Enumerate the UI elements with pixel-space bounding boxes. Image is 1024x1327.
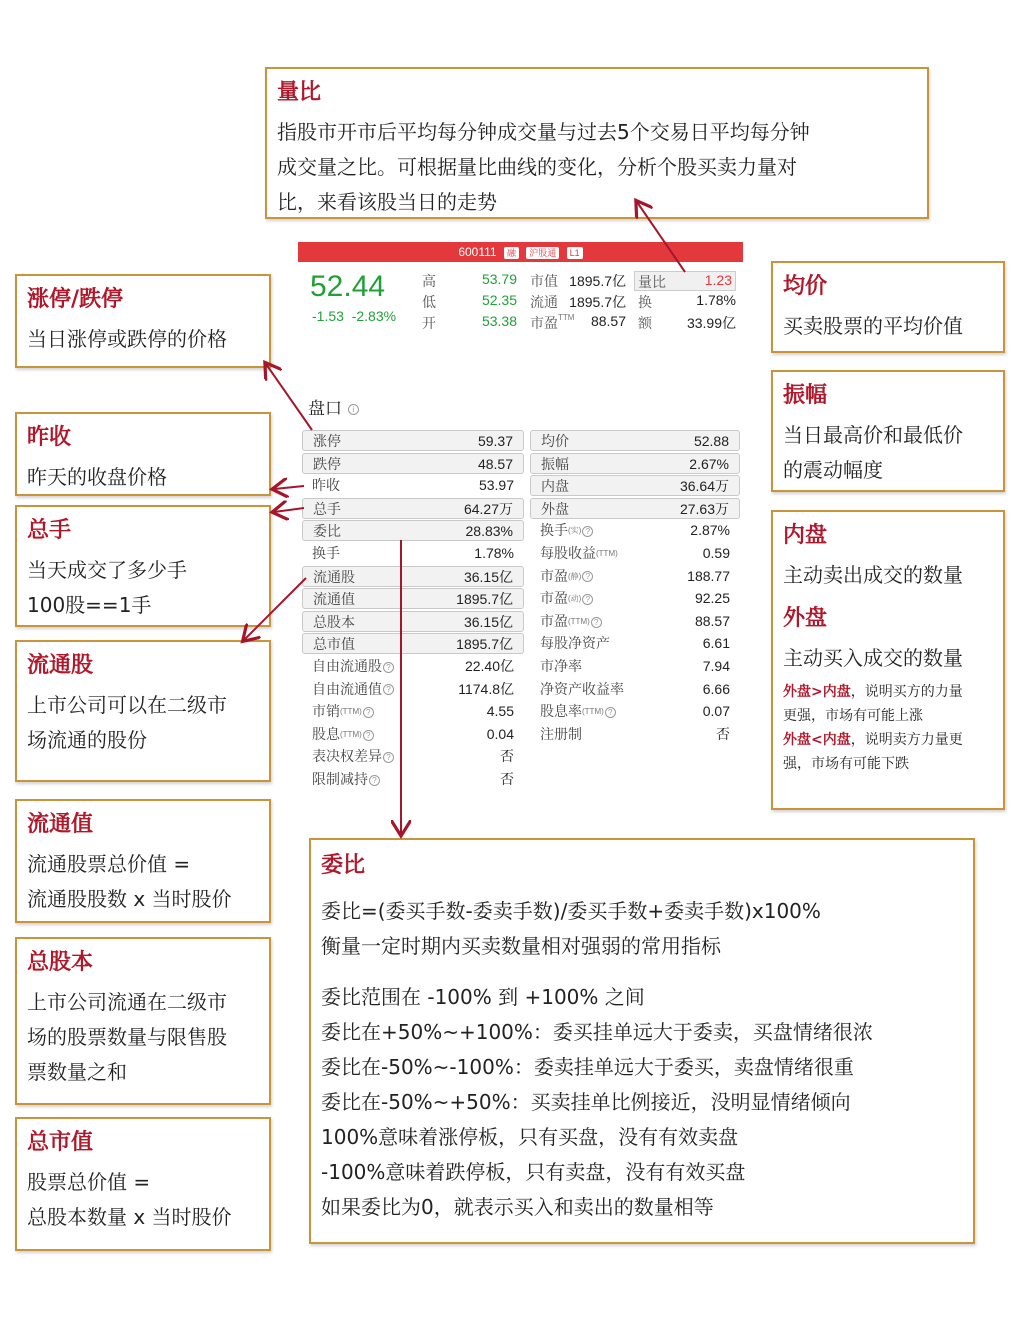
pankou-row [302,566,524,587]
card-title: 总手 [27,518,72,543]
pankou-row [302,769,524,790]
pankou-value: 188.77 [687,567,730,584]
pankou-value: 否 [500,748,514,765]
pankou-row [302,656,524,677]
pankou-row [302,701,524,722]
quote-label: 开 [422,315,436,331]
quote-value: 1895.7亿 [569,294,626,310]
pankou-row [302,679,524,700]
quote-item [530,292,626,312]
pankou-value: 1.78% [474,545,514,561]
pankou-label: 市盈$^{(静)}$ ? [540,566,593,587]
quote-value: 33.99亿 [686,315,736,331]
card-body: 委比范围在 -100% 到 +100% 之间 委比在+50%~+100%：委买挂单远大于委卖，买盘情绪很浓 委比在-50%~-100%：委卖挂单远大于委买，卖盘情绪很重 委比在-50%~+50%：买卖挂单比例接近，没明显情绪倾向 100%意味着涨停板，只有买盘，没有有效卖盘 -100%意味着跌停板，只有卖盘，没有有效买盘 如果委比为0，就表示买入和卖出的数量相等 [321,985,873,1219]
card-liutongzhi [15,799,271,923]
help-icon[interactable]: ? [383,684,394,695]
pankou-value: 否 [500,771,514,787]
card-title: 总股本 [27,950,94,975]
card-body: 上市公司可以在二级市 场流通的股份 [27,693,227,752]
quote-item [422,271,517,291]
quote-label: 额 [638,315,652,331]
pankou-value: 1895.7亿 [456,636,513,653]
help-icon[interactable]: ? [369,775,380,786]
card-liutonggu [15,640,271,782]
card-body: 股票总价值 = 总股本数量 x 当时股价 [27,1170,232,1229]
card-title: 流通股 [27,653,94,678]
card-title: 量比 [277,80,322,105]
card-body: 主动卖出成交的数量 [783,563,963,587]
pankou-value: 4.55 [486,703,514,720]
pankou-label: 每股净资产 [540,635,610,652]
quote-item [530,313,626,333]
last-price: 52.44 [310,270,386,303]
pankou-value: 6.66 [702,680,730,697]
pankou-value: 2.87% [690,522,730,539]
pankou-row [530,543,740,564]
pankou-label: 股息$^{(TTM)}$ ? [312,724,374,745]
quote-label: 流通 [530,294,558,310]
card-liangbi [265,67,929,219]
pankou-row [302,724,524,745]
pankou-row [530,701,740,722]
pankou-label: 内盘 [541,478,569,495]
pankou-row [530,520,740,541]
pankou-label: 外盘 [541,500,569,517]
pankou-value: 0.04 [486,725,514,742]
pankou-value: 53.97 [478,477,514,494]
quote-label: 市值 [530,273,558,289]
pankou-row [302,543,524,564]
help-icon[interactable]: ? [582,594,593,605]
card-zhenfu [771,370,1005,492]
pankou-label: 流通值 [313,591,355,608]
unit-mark: (静) [568,571,582,581]
pankou-label: 市盈$^{(动)}$ ? [540,588,593,609]
quote-value: 1.23 [704,272,732,288]
pankou-value: 36.15亿 [463,613,513,630]
quote-item [530,271,626,291]
pankou-label: 市销$^{(TTM)}$ ? [312,701,374,722]
pankou-label: 股息率$^{(TTM)}$ ? [540,701,616,722]
quote-label: 高 [422,273,436,289]
help-icon[interactable]: ? [383,752,394,763]
pankou-value: 36.64万 [679,478,729,495]
card-zongguben [15,937,271,1105]
stock-header-bar [298,242,743,262]
pankou-row [530,679,740,700]
pankou-label: 涨停 [313,433,341,449]
unit-mark: (TTM) [582,707,604,717]
pankou-row [530,430,740,451]
badge: 融 [504,247,519,259]
pankou-label: 总手 [313,500,341,517]
card-weibi [309,838,975,1244]
pankou-label: 表决权差异 ? [312,746,394,767]
card-title: 外盘 [783,606,828,631]
card-body: 流通股票总价值 = 流通股股数 x 当时股价 [27,852,232,911]
card-title: 流通值 [27,812,94,837]
unit-mark: (TTM) [596,549,618,558]
pankou-value: 22.40亿 [464,658,514,674]
quote-label: 市盈 [530,315,558,331]
card-title: 总市值 [27,1130,94,1155]
quote-value: 52.35 [481,292,517,308]
pankou-value: 1895.7亿 [456,591,513,608]
pankou-value: 59.37 [477,433,513,449]
unit-mark: (TTM) [340,729,362,739]
pankou-label: 跌停 [313,455,341,472]
quote-item [422,292,517,312]
pankou-row [530,566,740,587]
card-body: 委比=(委买手数-委卖手数)/委买手数+委卖手数)x100% 衡量一定时期内买卖数量相对强弱的常用指标 [321,899,821,958]
pankou-value: 28.83% [465,523,513,540]
pankou-value: 64.27万 [463,500,513,517]
pankou-label: 总市值 [313,636,355,653]
pankou-value: 1174.8亿 [458,680,514,697]
unit-mark: (TTM) [340,707,362,717]
card-zongshou [15,505,271,627]
pankou-row [302,611,524,632]
pankou-value: 7.94 [702,658,730,674]
pankou-value: 27.63万 [679,500,729,517]
pankou-label: 昨收 [312,477,340,494]
card-title: 昨收 [27,425,72,450]
pankou-label: 限制减持 ? [312,769,380,790]
pankou-row [530,656,740,677]
quote-item [638,313,736,333]
pankou-label: 净资产收益率 [540,680,624,697]
card-body: 当日最高价和最低价 的震动幅度 [783,423,963,482]
pankou-label: 委比 [313,523,341,540]
pankou-value: 否 [716,725,730,742]
pankou-label: 均价 [541,433,569,449]
card-title: 委比 [321,853,366,878]
quote-item [638,292,736,312]
card-body: 昨天的收盘价格 [27,465,167,489]
quote-item [422,313,517,333]
stock-code: 600111 [458,245,497,259]
pankou-value: 92.25 [694,590,730,607]
quote-label: 量比 [638,274,666,290]
pankou-value: 2.67% [689,455,729,472]
pankou-label: 换手$^{(实)}$ ? [540,520,593,541]
card-body: 上市公司流通在二级市 场的股票数量与限售股 票数量之和 [27,990,227,1084]
pankou-label: 市盈$^{(TTM)}$ ? [540,611,602,632]
card-zhangting [15,274,271,368]
stock-panel [298,242,743,790]
pankou-row [302,520,524,541]
pankou-label: 换手 [312,545,340,561]
note-buy-stronger: 外盘>内盘，说明买方的力量 更强，市场有可能上涨 外盘<内盘，说明卖方力量更 强，市场有可能下跌 [783,684,963,772]
pankou-value: 0.59 [702,545,730,561]
card-body: 指股市开市后平均每分钟成交量与过去5个交易日平均每分钟 成交量之比。可根据量比曲线的变化，分析个股买卖力量对 比，来看该股当日的走势 [277,120,810,214]
help-icon[interactable]: ? [605,707,616,718]
quote-value: 1.78% [696,292,736,308]
badge: 沪股通 [526,247,559,259]
pankou-row [302,498,524,519]
pankou-row [302,633,524,654]
pankou-row [302,430,524,451]
card-title: 内盘 [783,523,828,548]
card-body: 当天成交了多少手 100股==1手 [27,558,187,617]
card-zuoshou [15,412,271,496]
pankou-row [530,588,740,609]
pankou-row [302,746,524,767]
quote-label: 换 [638,294,652,310]
pankou-row [302,475,524,496]
info-icon[interactable]: i [348,404,359,415]
card-body: 主动买入成交的数量 [783,646,963,670]
card-neipan-waipan [771,510,1005,810]
pankou-row [302,588,524,609]
help-icon[interactable]: ? [363,730,374,741]
quote-value: 53.38 [481,313,517,329]
card-title: 均价 [783,274,828,299]
pankou-label: 市净率 [540,658,582,674]
pankou-row [530,453,740,474]
pankou-value: 52.88 [693,433,729,449]
pankou-row [530,611,740,632]
card-title: 涨停/跌停 [27,287,124,312]
pankou-label: 总股本 [313,613,355,630]
pankou-value: 36.15亿 [463,568,513,585]
quote-value: 88.57 [590,313,626,329]
pankou-row [302,453,524,474]
card-title: 振幅 [783,383,828,408]
price-change: -1.53 -2.83% [312,308,397,324]
pankou-label: 注册制 [540,725,582,742]
pankou-row [530,498,740,519]
help-icon[interactable]: ? [363,707,374,718]
card-body: 当日涨停或跌停的价格 [27,327,227,351]
pankou-title: 盘口 i [308,394,359,419]
pankou-label: 自由流通股 ? [312,656,394,677]
help-icon[interactable]: ? [582,526,593,537]
pankou-label: 振幅 [541,455,569,472]
card-junjia [771,261,1005,353]
pankou-label: 每股收益$^{(TTM)}$ [540,545,618,561]
unit-mark: (实) [568,526,582,536]
card-body: 买卖股票的平均价值 [783,314,963,338]
quote-value: 53.79 [481,271,517,287]
help-icon[interactable]: ? [591,617,602,628]
unit-mark: (TTM) [568,616,590,626]
card-zongshizhi [15,1117,271,1251]
pankou-row [530,633,740,654]
pankou-label: 自由流通值 ? [312,679,394,700]
unit-mark: (动) [568,594,582,604]
quote-label: 低 [422,294,436,310]
pankou-value: 6.61 [702,635,730,652]
badge: L1 [567,247,583,259]
pankou-row [530,724,740,745]
help-icon[interactable]: ? [582,571,593,582]
quote-item [634,271,736,291]
pankou-value: 0.07 [702,703,730,720]
pankou-value: 88.57 [694,612,730,629]
pankou-label: 流通股 [313,568,355,585]
help-icon[interactable]: ? [383,662,394,673]
pankou-value: 48.57 [477,455,513,472]
pankou-row [530,475,740,496]
ttm-mark: TTM [558,313,575,322]
quote-value: 1895.7亿 [569,273,626,289]
